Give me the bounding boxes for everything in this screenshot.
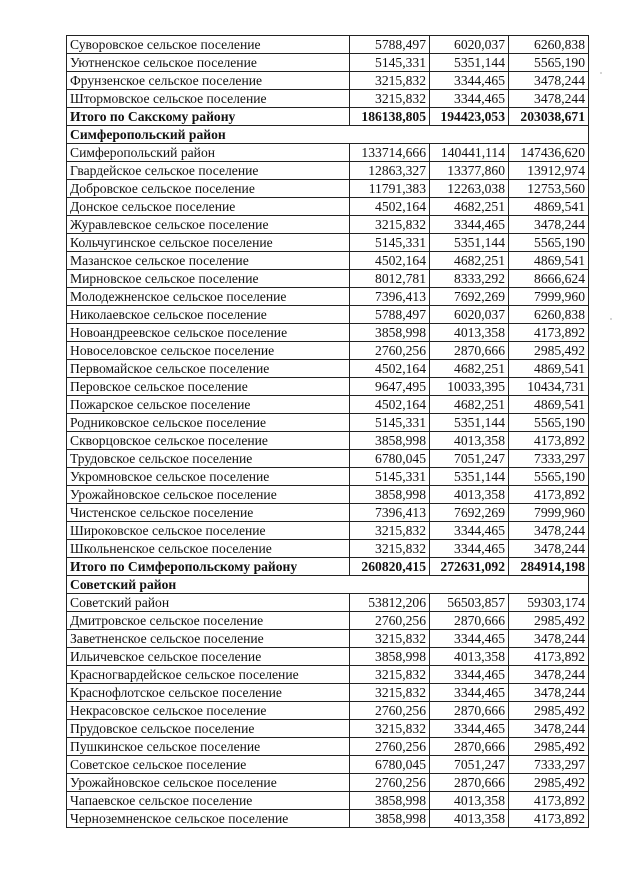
value-cell-year-3: 4869,541 (509, 396, 589, 414)
value-cell-year-2: 3344,465 (430, 90, 509, 108)
value-cell-year-2: 12263,038 (430, 180, 509, 198)
table-row (67, 684, 589, 702)
value-cell-year-3: 3478,244 (509, 522, 589, 540)
value-cell-year-3: 3478,244 (509, 666, 589, 684)
settlement-name-cell: Мирновское сельское поселение (67, 270, 350, 288)
value-cell-year-3: 13912,974 (509, 162, 589, 180)
value-cell-year-3: 4173,892 (509, 648, 589, 666)
settlement-name-cell: Советское сельское поселение (67, 756, 350, 774)
value-cell-year-2: 4013,358 (430, 810, 509, 828)
settlement-name-cell: Симферопольский район (67, 144, 350, 162)
value-cell-year-1: 12863,327 (350, 162, 430, 180)
settlement-name-cell: Чистенское сельское поселение (67, 504, 350, 522)
scan-speck (600, 72, 602, 74)
settlement-name-cell: Итого по Сакскому району (67, 108, 350, 126)
table-row (67, 450, 589, 468)
table-row (67, 324, 589, 342)
value-cell-year-1: 5145,331 (350, 414, 430, 432)
value-cell-year-1: 3858,998 (350, 324, 430, 342)
settlement-name-cell: Добровское сельское поселение (67, 180, 350, 198)
value-cell-year-2: 5351,144 (430, 54, 509, 72)
table-row (67, 486, 589, 504)
value-cell-year-2: 5351,144 (430, 234, 509, 252)
district-total-row (67, 558, 589, 576)
value-cell-year-2: 7051,247 (430, 756, 509, 774)
value-cell-year-1: 9647,495 (350, 378, 430, 396)
table-row (67, 396, 589, 414)
value-cell-year-2: 2870,666 (430, 774, 509, 792)
table-row (67, 432, 589, 450)
value-cell-year-1: 2760,256 (350, 774, 430, 792)
table-row (67, 702, 589, 720)
settlement-name-cell: Черноземненское сельское поселение (67, 810, 350, 828)
value-cell-year-3: 7999,960 (509, 504, 589, 522)
value-cell-year-1: 2760,256 (350, 738, 430, 756)
value-cell-year-1: 3858,998 (350, 792, 430, 810)
settlement-name-cell: Пожарское сельское поселение (67, 396, 350, 414)
settlement-name-cell: Первомайское сельское поселение (67, 360, 350, 378)
value-cell-year-2: 4013,358 (430, 486, 509, 504)
value-cell-year-3: 3478,244 (509, 684, 589, 702)
settlement-name-cell: Новоандреевское сельское поселение (67, 324, 350, 342)
value-cell-year-2: 7692,269 (430, 504, 509, 522)
settlement-name-cell: Красногвардейское сельское поселение (67, 666, 350, 684)
value-cell-year-1: 2760,256 (350, 612, 430, 630)
settlement-name-cell: Школьненское сельское поселение (67, 540, 350, 558)
settlement-name-cell: Широковское сельское поселение (67, 522, 350, 540)
settlement-name-cell: Дмитровское сельское поселение (67, 612, 350, 630)
value-cell-year-2: 4013,358 (430, 792, 509, 810)
value-cell-year-1: 7396,413 (350, 288, 430, 306)
table-row (67, 540, 589, 558)
value-cell-year-2: 2870,666 (430, 738, 509, 756)
value-cell-year-1: 3215,832 (350, 666, 430, 684)
value-cell-year-1: 3858,998 (350, 648, 430, 666)
value-cell-year-3: 5565,190 (509, 234, 589, 252)
value-cell-year-3: 59303,174 (509, 594, 589, 612)
value-cell-year-2: 5351,144 (430, 468, 509, 486)
value-cell-year-1: 3215,832 (350, 720, 430, 738)
table-row (67, 738, 589, 756)
value-cell-year-2: 4682,251 (430, 360, 509, 378)
table-row (67, 594, 589, 612)
table-row (67, 342, 589, 360)
table-row (67, 270, 589, 288)
value-cell-year-1: 5145,331 (350, 468, 430, 486)
value-cell-year-3: 4173,892 (509, 486, 589, 504)
table-row (67, 54, 589, 72)
value-cell-year-1: 4502,164 (350, 360, 430, 378)
value-cell-year-2: 3344,465 (430, 666, 509, 684)
value-cell-year-1: 3215,832 (350, 630, 430, 648)
value-cell-year-3: 3478,244 (509, 630, 589, 648)
value-cell-year-3: 4869,541 (509, 360, 589, 378)
value-cell-year-2: 4682,251 (430, 252, 509, 270)
value-cell-year-3: 2985,492 (509, 342, 589, 360)
settlement-name-cell: Итого по Симферопольскому району (67, 558, 350, 576)
table-row (67, 522, 589, 540)
value-cell-year-3: 4173,892 (509, 810, 589, 828)
value-cell-year-2: 4682,251 (430, 198, 509, 216)
table-row (67, 810, 589, 828)
budget-table-body (67, 36, 589, 828)
value-cell-year-2: 4682,251 (430, 396, 509, 414)
value-cell-year-3: 3478,244 (509, 540, 589, 558)
table-row (67, 216, 589, 234)
table-row (67, 198, 589, 216)
table-row (67, 414, 589, 432)
settlement-name-cell: Уютненское сельское поселение (67, 54, 350, 72)
table-row (67, 612, 589, 630)
table-row (67, 630, 589, 648)
table-row (67, 234, 589, 252)
value-cell-year-1: 11791,383 (350, 180, 430, 198)
value-cell-year-2: 4013,358 (430, 432, 509, 450)
table-row (67, 252, 589, 270)
value-cell-year-2: 3344,465 (430, 684, 509, 702)
value-cell-year-2: 272631,092 (430, 558, 509, 576)
settlement-name-cell: Гвардейское сельское поселение (67, 162, 350, 180)
value-cell-year-3: 8666,624 (509, 270, 589, 288)
settlement-name-cell: Скворцовское сельское поселение (67, 432, 350, 450)
value-cell-year-1: 260820,415 (350, 558, 430, 576)
value-cell-year-1: 4502,164 (350, 396, 430, 414)
value-cell-year-2: 7692,269 (430, 288, 509, 306)
table-row (67, 72, 589, 90)
value-cell-year-1: 3215,832 (350, 90, 430, 108)
value-cell-year-3: 5565,190 (509, 468, 589, 486)
settlement-name-cell: Новоселовское сельское поселение (67, 342, 350, 360)
value-cell-year-2: 4013,358 (430, 648, 509, 666)
value-cell-year-3: 2985,492 (509, 702, 589, 720)
value-cell-year-3: 6260,838 (509, 36, 589, 54)
value-cell-year-3: 4869,541 (509, 252, 589, 270)
value-cell-year-2: 56503,857 (430, 594, 509, 612)
settlement-name-cell: Пушкинское сельское поселение (67, 738, 350, 756)
value-cell-year-2: 3344,465 (430, 522, 509, 540)
value-cell-year-1: 8012,781 (350, 270, 430, 288)
settlement-name-cell: Фрунзенское сельское поселение (67, 72, 350, 90)
value-cell-year-2: 3344,465 (430, 540, 509, 558)
value-cell-year-3: 12753,560 (509, 180, 589, 198)
scan-speck (610, 318, 612, 320)
district-header-row (67, 126, 589, 144)
value-cell-year-2: 3344,465 (430, 216, 509, 234)
settlement-name-cell: Прудовское сельское поселение (67, 720, 350, 738)
value-cell-year-2: 4013,358 (430, 324, 509, 342)
settlement-name-cell: Молодежненское сельское поселение (67, 288, 350, 306)
value-cell-year-1: 2760,256 (350, 342, 430, 360)
value-cell-year-3: 7333,297 (509, 756, 589, 774)
value-cell-year-1: 3215,832 (350, 216, 430, 234)
table-row (67, 36, 589, 54)
value-cell-year-2: 6020,037 (430, 306, 509, 324)
value-cell-year-1: 133714,666 (350, 144, 430, 162)
value-cell-year-1: 2760,256 (350, 702, 430, 720)
table-row (67, 90, 589, 108)
value-cell-year-2: 8333,292 (430, 270, 509, 288)
table-row (67, 288, 589, 306)
value-cell-year-1: 4502,164 (350, 198, 430, 216)
value-cell-year-3: 3478,244 (509, 72, 589, 90)
value-cell-year-1: 3858,998 (350, 810, 430, 828)
settlement-name-cell: Чапаевское сельское поселение (67, 792, 350, 810)
settlement-name-cell: Советский район (67, 594, 350, 612)
settlement-name-cell: Укромновское сельское поселение (67, 468, 350, 486)
table-row (67, 180, 589, 198)
value-cell-year-3: 284914,198 (509, 558, 589, 576)
value-cell-year-3: 203038,671 (509, 108, 589, 126)
table-row (67, 468, 589, 486)
table-row (67, 504, 589, 522)
value-cell-year-2: 3344,465 (430, 630, 509, 648)
table-row (67, 162, 589, 180)
value-cell-year-2: 2870,666 (430, 342, 509, 360)
value-cell-year-1: 5788,497 (350, 36, 430, 54)
value-cell-year-3: 6260,838 (509, 306, 589, 324)
value-cell-year-1: 5145,331 (350, 54, 430, 72)
value-cell-year-3: 2985,492 (509, 738, 589, 756)
value-cell-year-3: 4173,892 (509, 324, 589, 342)
table-row (67, 378, 589, 396)
settlement-name-cell: Родниковское сельское поселение (67, 414, 350, 432)
value-cell-year-2: 3344,465 (430, 720, 509, 738)
value-cell-year-3: 147436,620 (509, 144, 589, 162)
value-cell-year-3: 7333,297 (509, 450, 589, 468)
district-header-label: Советский район (67, 576, 589, 594)
settlement-name-cell: Трудовское сельское поселение (67, 450, 350, 468)
district-header-label: Симферопольский район (67, 126, 589, 144)
value-cell-year-2: 13377,860 (430, 162, 509, 180)
settlement-name-cell: Заветненское сельское поселение (67, 630, 350, 648)
settlement-name-cell: Донское сельское поселение (67, 198, 350, 216)
value-cell-year-3: 4869,541 (509, 198, 589, 216)
value-cell-year-2: 194423,053 (430, 108, 509, 126)
value-cell-year-2: 2870,666 (430, 702, 509, 720)
value-cell-year-1: 7396,413 (350, 504, 430, 522)
value-cell-year-2: 5351,144 (430, 414, 509, 432)
value-cell-year-1: 3858,998 (350, 486, 430, 504)
table-row (67, 720, 589, 738)
budget-table (66, 35, 589, 828)
value-cell-year-3: 3478,244 (509, 216, 589, 234)
value-cell-year-1: 6780,045 (350, 756, 430, 774)
value-cell-year-1: 3215,832 (350, 540, 430, 558)
value-cell-year-1: 5145,331 (350, 234, 430, 252)
settlement-name-cell: Николаевское сельское поселение (67, 306, 350, 324)
value-cell-year-2: 2870,666 (430, 612, 509, 630)
value-cell-year-1: 4502,164 (350, 252, 430, 270)
settlement-name-cell: Кольчугинское сельское поселение (67, 234, 350, 252)
table-row (67, 774, 589, 792)
value-cell-year-3: 4173,892 (509, 432, 589, 450)
district-total-row (67, 108, 589, 126)
settlement-name-cell: Ильичевское сельское поселение (67, 648, 350, 666)
value-cell-year-3: 3478,244 (509, 90, 589, 108)
value-cell-year-3: 5565,190 (509, 414, 589, 432)
value-cell-year-3: 10434,731 (509, 378, 589, 396)
value-cell-year-1: 6780,045 (350, 450, 430, 468)
table-row (67, 306, 589, 324)
value-cell-year-3: 5565,190 (509, 54, 589, 72)
value-cell-year-2: 10033,395 (430, 378, 509, 396)
settlement-name-cell: Журавлевское сельское поселение (67, 216, 350, 234)
value-cell-year-1: 3215,832 (350, 72, 430, 90)
value-cell-year-3: 3478,244 (509, 720, 589, 738)
settlement-name-cell: Суворовское сельское поселение (67, 36, 350, 54)
table-row (67, 666, 589, 684)
table-row (67, 756, 589, 774)
table-row (67, 648, 589, 666)
value-cell-year-1: 3858,998 (350, 432, 430, 450)
settlement-name-cell: Некрасовское сельское поселение (67, 702, 350, 720)
settlement-name-cell: Мазанское сельское поселение (67, 252, 350, 270)
value-cell-year-3: 2985,492 (509, 774, 589, 792)
settlement-name-cell: Урожайновское сельское поселение (67, 774, 350, 792)
value-cell-year-3: 7999,960 (509, 288, 589, 306)
value-cell-year-3: 2985,492 (509, 612, 589, 630)
value-cell-year-1: 5788,497 (350, 306, 430, 324)
value-cell-year-2: 140441,114 (430, 144, 509, 162)
table-row (67, 144, 589, 162)
value-cell-year-1: 186138,805 (350, 108, 430, 126)
value-cell-year-1: 3215,832 (350, 522, 430, 540)
settlement-name-cell: Урожайновское сельское поселение (67, 486, 350, 504)
value-cell-year-2: 3344,465 (430, 72, 509, 90)
table-row (67, 792, 589, 810)
value-cell-year-2: 7051,247 (430, 450, 509, 468)
value-cell-year-3: 4173,892 (509, 792, 589, 810)
value-cell-year-2: 6020,037 (430, 36, 509, 54)
settlement-name-cell: Краснофлотское сельское поселение (67, 684, 350, 702)
settlement-name-cell: Штормовское сельское поселение (67, 90, 350, 108)
value-cell-year-1: 3215,832 (350, 684, 430, 702)
settlement-name-cell: Перовское сельское поселение (67, 378, 350, 396)
district-header-row (67, 576, 589, 594)
value-cell-year-1: 53812,206 (350, 594, 430, 612)
table-row (67, 360, 589, 378)
